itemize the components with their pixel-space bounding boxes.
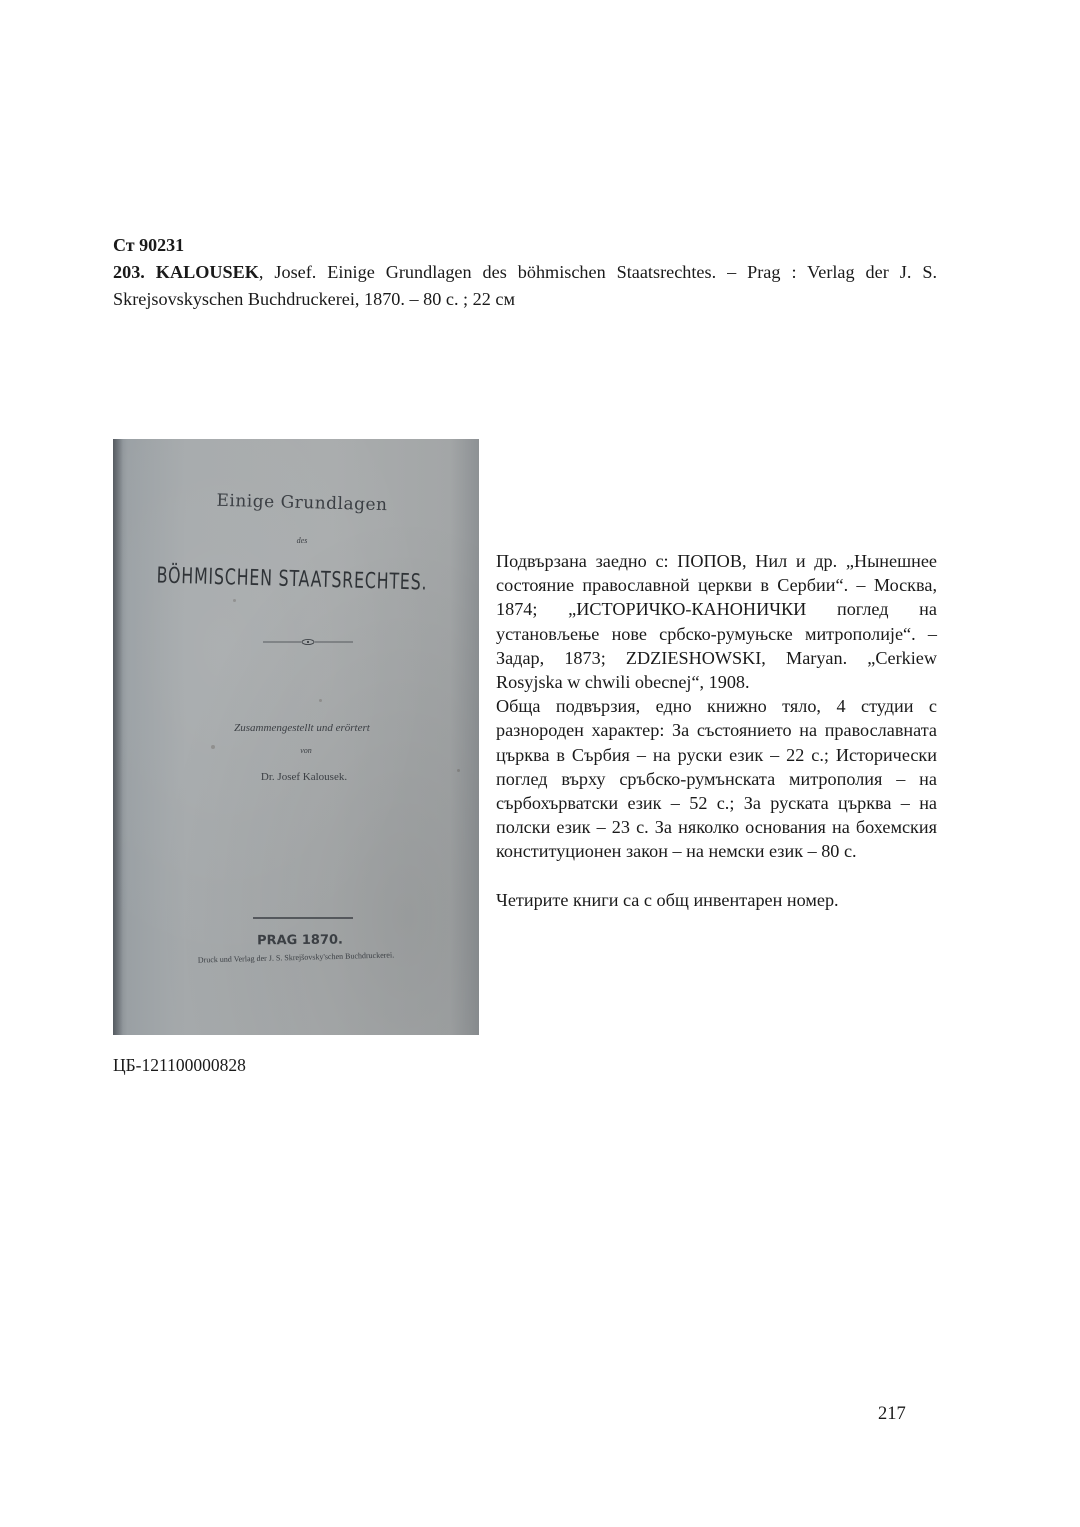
page-number: 217 [878, 1404, 906, 1424]
inventory-number: ЦБ-121100000828 [113, 1055, 246, 1075]
bound-with-note: Подвързана заедно с: ПОПОВ, Нил и др. „Нынешнее состояние православной церкви в Сербии“. – Москва, 1874; „ИСТОРИЧКО-КАНОНИЧКИ поглед на установљење нове србско-румуњске митрополије“. – Задар, 1873; ZDZIESHOWSKI, Maryan. „Cerkiew Rosyjska w chwili obecnej“, 1908. [496, 551, 937, 693]
photo-imprint-printer: Druck und Verlag der J. S. Skrejšovsky'schen Buchdruckerei. [197, 950, 395, 965]
photo-by-line: von [300, 746, 312, 755]
imprint-rule [253, 916, 353, 920]
ornament-divider [263, 638, 353, 646]
bibliographic-entry [113, 259, 937, 313]
foxing-spot [211, 745, 215, 749]
inventory-note: Четирите книги са с общ инвентарен номер. [496, 889, 839, 910]
photo-imprint-place: PRAG 1870. [256, 932, 344, 949]
citation-text: , Josef. Einige Grundlagen des böhmischen Staatsrechtes. – Prag : Verlag der J. S. Skrejsovskyschen Buchdruckerei, 1870. – 80 с. ; 22 см [113, 262, 938, 309]
entry-number: 203. [113, 262, 145, 282]
foxing-spot [319, 699, 322, 702]
title-page-photo [113, 439, 479, 1035]
photo-compiled-line: Zusammengestellt und erörtert [234, 722, 370, 734]
photo-title-line-1: Einige Grundlagen [216, 490, 388, 516]
binding-note: Обща подвързия, едно книжно тяло, 4 студии с разнороден характер: За състоянието на православната църква в Сърбия – на руски език – 22 с.; Исторически поглед върху сръбско-румънската митрополия – на сърбохърватски език – 52 с.; За руската църква – на полски език – 23 с. За няколко основания на бохемския конституционен закон – на немски език – 80 с. [496, 696, 937, 862]
photo-title-line-3: BÖHMISCHEN STAATSRECHTES. [156, 563, 428, 596]
foxing-spot [457, 769, 460, 772]
photo-title-line-2: des [296, 536, 308, 545]
author-surname: KALOUSEK [155, 262, 259, 282]
description-block [496, 549, 937, 912]
photo-author-line: Dr. Josef Kalousek. [260, 771, 348, 783]
foxing-spot [233, 599, 236, 602]
shelfmark: Ст 90231 [113, 235, 185, 255]
